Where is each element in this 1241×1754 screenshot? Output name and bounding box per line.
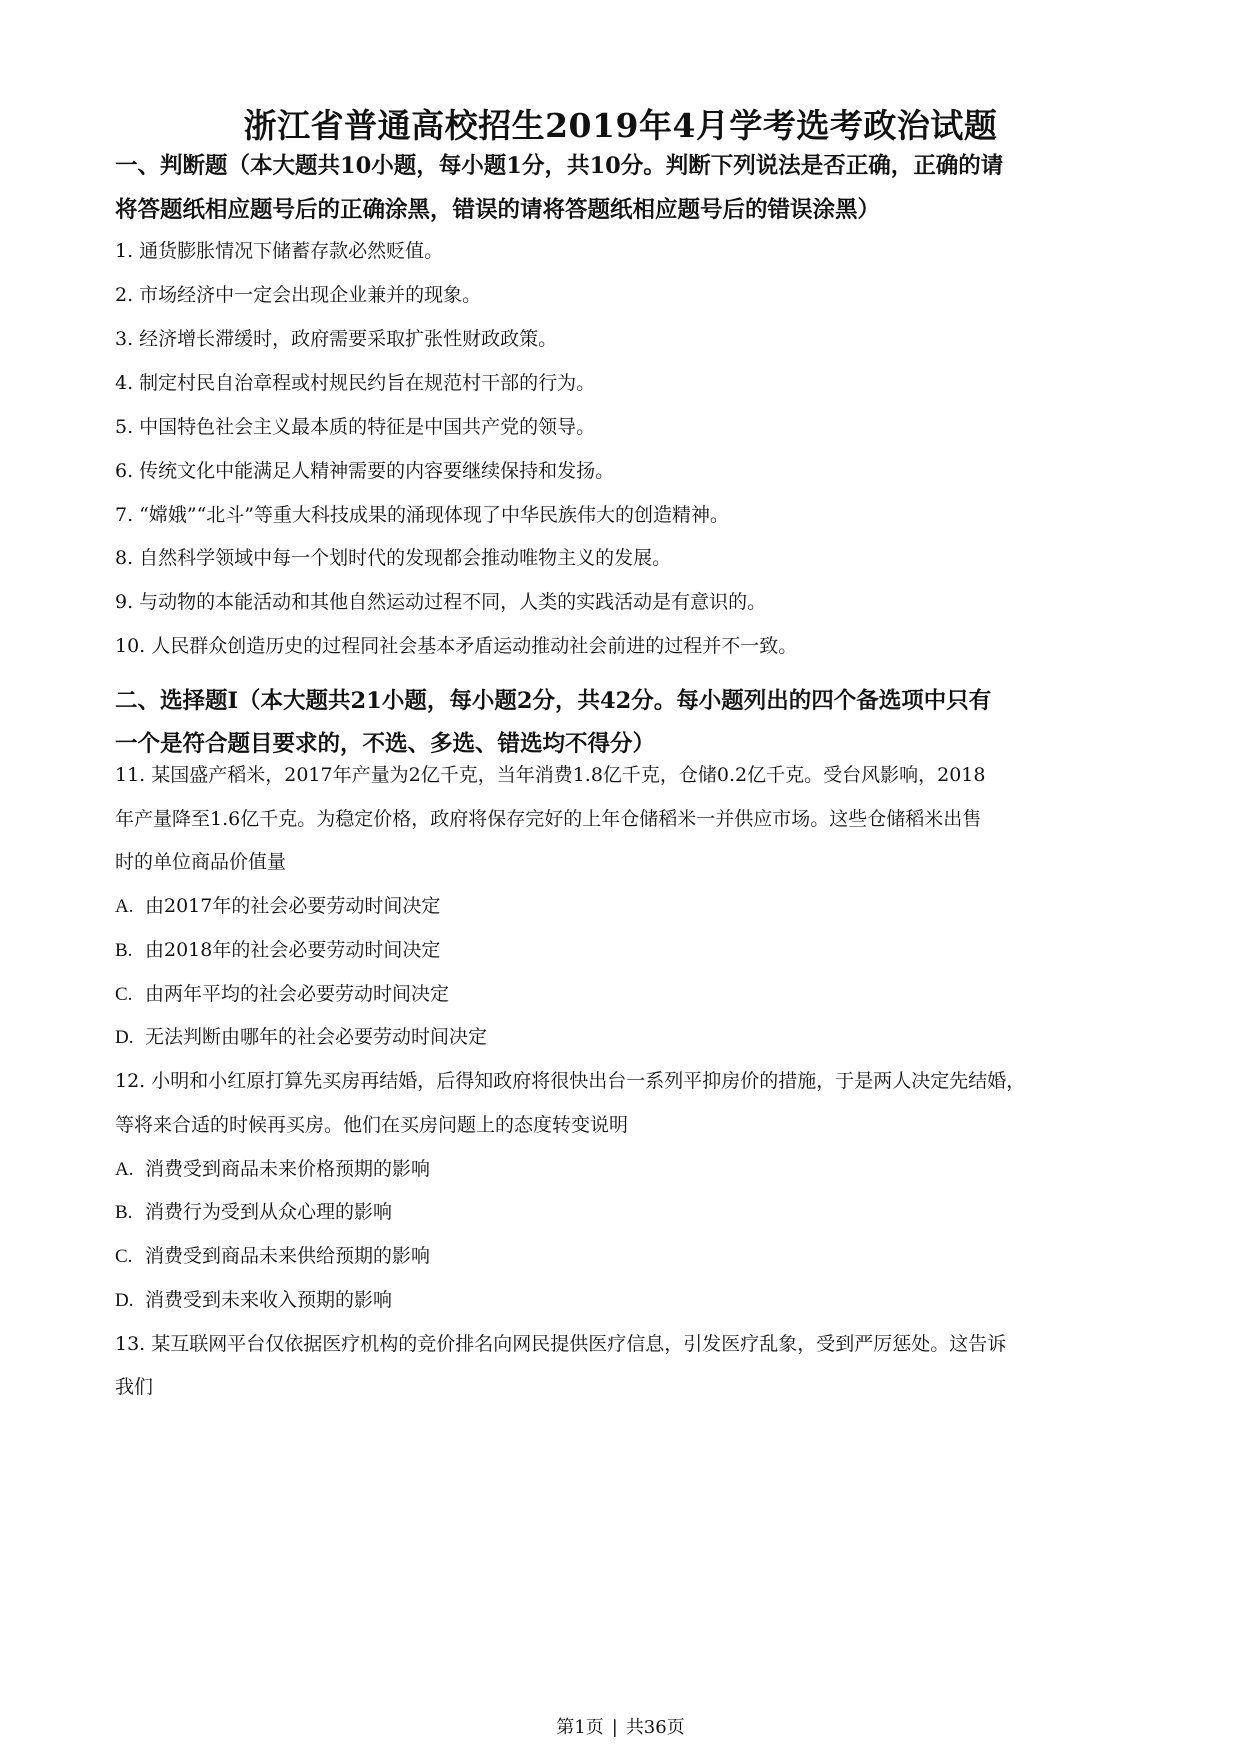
q11-option-d [115, 1022, 1135, 1053]
page-number-current: 第1页 [556, 1717, 604, 1738]
q13-stem-line1: 13. 某互联网平台仅依据医疗机构的竞价排名向网民提供医疗信息，引发医疗乱象，受到严厉惩处。这告诉 [115, 1333, 1007, 1355]
section1-heading-line2: 将答题纸相应题号后的正确涂黑，错误的请将答题纸相应题号后的错误涂黑） [115, 197, 881, 223]
judgment-item-3: 3. 经济增长滞缓时，政府需要采取扩张性财政政策。 [115, 328, 558, 350]
option-letter: A. [115, 1159, 134, 1180]
page-footer [0, 1716, 1241, 1740]
q12-option-a [115, 1154, 1135, 1185]
judgment-item-8: 8. 自然科学领域中每一个划时代的发现都会推动唯物主义的发展。 [115, 547, 672, 569]
judgment-item-9: 9. 与动物的本能活动和其他自然运动过程不同，人类的实践活动是有意识的。 [115, 591, 767, 613]
q12-stem-line2: 等将来合适的时候再买房。他们在买房问题上的态度转变说明 [115, 1114, 629, 1136]
judgment-item-10: 10. 人民群众创造历史的过程同社会基本矛盾运动推动社会前进的过程并不一致。 [115, 635, 798, 657]
section1-heading-line1: 一、判断题（本大题共10小题，每小题1分，共10分。判断下列说法是否正确，正确的请 [115, 153, 1004, 179]
section2-heading-line1: 二、选择题Ⅰ（本大题共21小题，每小题2分，共42分。每小题列出的四个备选项中只有 [115, 688, 992, 714]
judgment-item-1: 1. 通货膨胀情况下储蓄存款必然贬值。 [115, 240, 444, 262]
option-text: 由2018年的社会必要劳动时间决定 [145, 939, 441, 961]
q11-stem-line3: 时的单位商品价值量 [115, 851, 287, 873]
q12-stem-line1: 12. 小明和小红原打算先买房再结婚，后得知政府将很快出台一系列平抑房价的措施，于是两人决定先结婚， [115, 1070, 1026, 1092]
q11-option-a [115, 891, 1135, 922]
page-number-separator: | [611, 1717, 618, 1738]
page-title: 浙江省普通高校招生2019年4月学考选考政治试题 [243, 106, 998, 145]
section2-heading-line2: 一个是符合题目要求的，不选、多选、错选均不得分） [115, 731, 656, 757]
option-letter: B. [115, 1202, 133, 1223]
judgment-item-2: 2. 市场经济中一定会出现企业兼并的现象。 [115, 284, 482, 306]
option-text: 无法判断由哪年的社会必要劳动时间决定 [145, 1026, 488, 1048]
q12-option-d [115, 1285, 1135, 1316]
q13-stem-line2: 我们 [115, 1376, 154, 1398]
option-text: 由2017年的社会必要劳动时间决定 [145, 895, 441, 917]
judgment-item-5: 5. 中国特色社会主义最本质的特征是中国共产党的领导。 [115, 416, 596, 438]
option-letter: D. [115, 1027, 134, 1048]
page-number-total: 共36页 [625, 1717, 685, 1738]
option-text: 由两年平均的社会必要劳动时间决定 [145, 983, 450, 1005]
option-letter: C. [115, 984, 133, 1005]
option-letter: B. [115, 940, 133, 961]
q11-stem-line2: 年产量降至1.6亿千克。为稳定价格，政府将保存完好的上年仓储稻米一并供应市场。这些仓储稻米出售 [115, 808, 982, 830]
judgment-item-7: 7. “嫦娥”“北斗”等重大科技成果的涌现体现了中华民族伟大的创造精神。 [115, 504, 730, 526]
q11-option-c [115, 979, 1135, 1010]
option-letter: C. [115, 1246, 133, 1267]
option-text: 消费受到商品未来价格预期的影响 [145, 1158, 431, 1180]
option-letter: D. [115, 1290, 134, 1311]
q12-option-c [115, 1241, 1135, 1272]
q11-option-b [115, 935, 1135, 966]
judgment-item-6: 6. 传统文化中能满足人精神需要的内容要继续保持和发扬。 [115, 460, 615, 482]
q12-option-b [115, 1197, 1135, 1228]
q11-stem-line1: 11. 某国盛产稻米，2017年产量为2亿千克，当年消费1.8亿千克，仓储0.2亿千克。受台风影响，2018 [115, 764, 986, 786]
option-text: 消费受到未来收入预期的影响 [145, 1289, 393, 1311]
judgment-item-4: 4. 制定村民自治章程或村规民约旨在规范村干部的行为。 [115, 372, 596, 394]
option-text: 消费受到商品未来供给预期的影响 [145, 1245, 431, 1267]
option-text: 消费行为受到从众心理的影响 [145, 1201, 393, 1223]
option-letter: A. [115, 896, 134, 917]
